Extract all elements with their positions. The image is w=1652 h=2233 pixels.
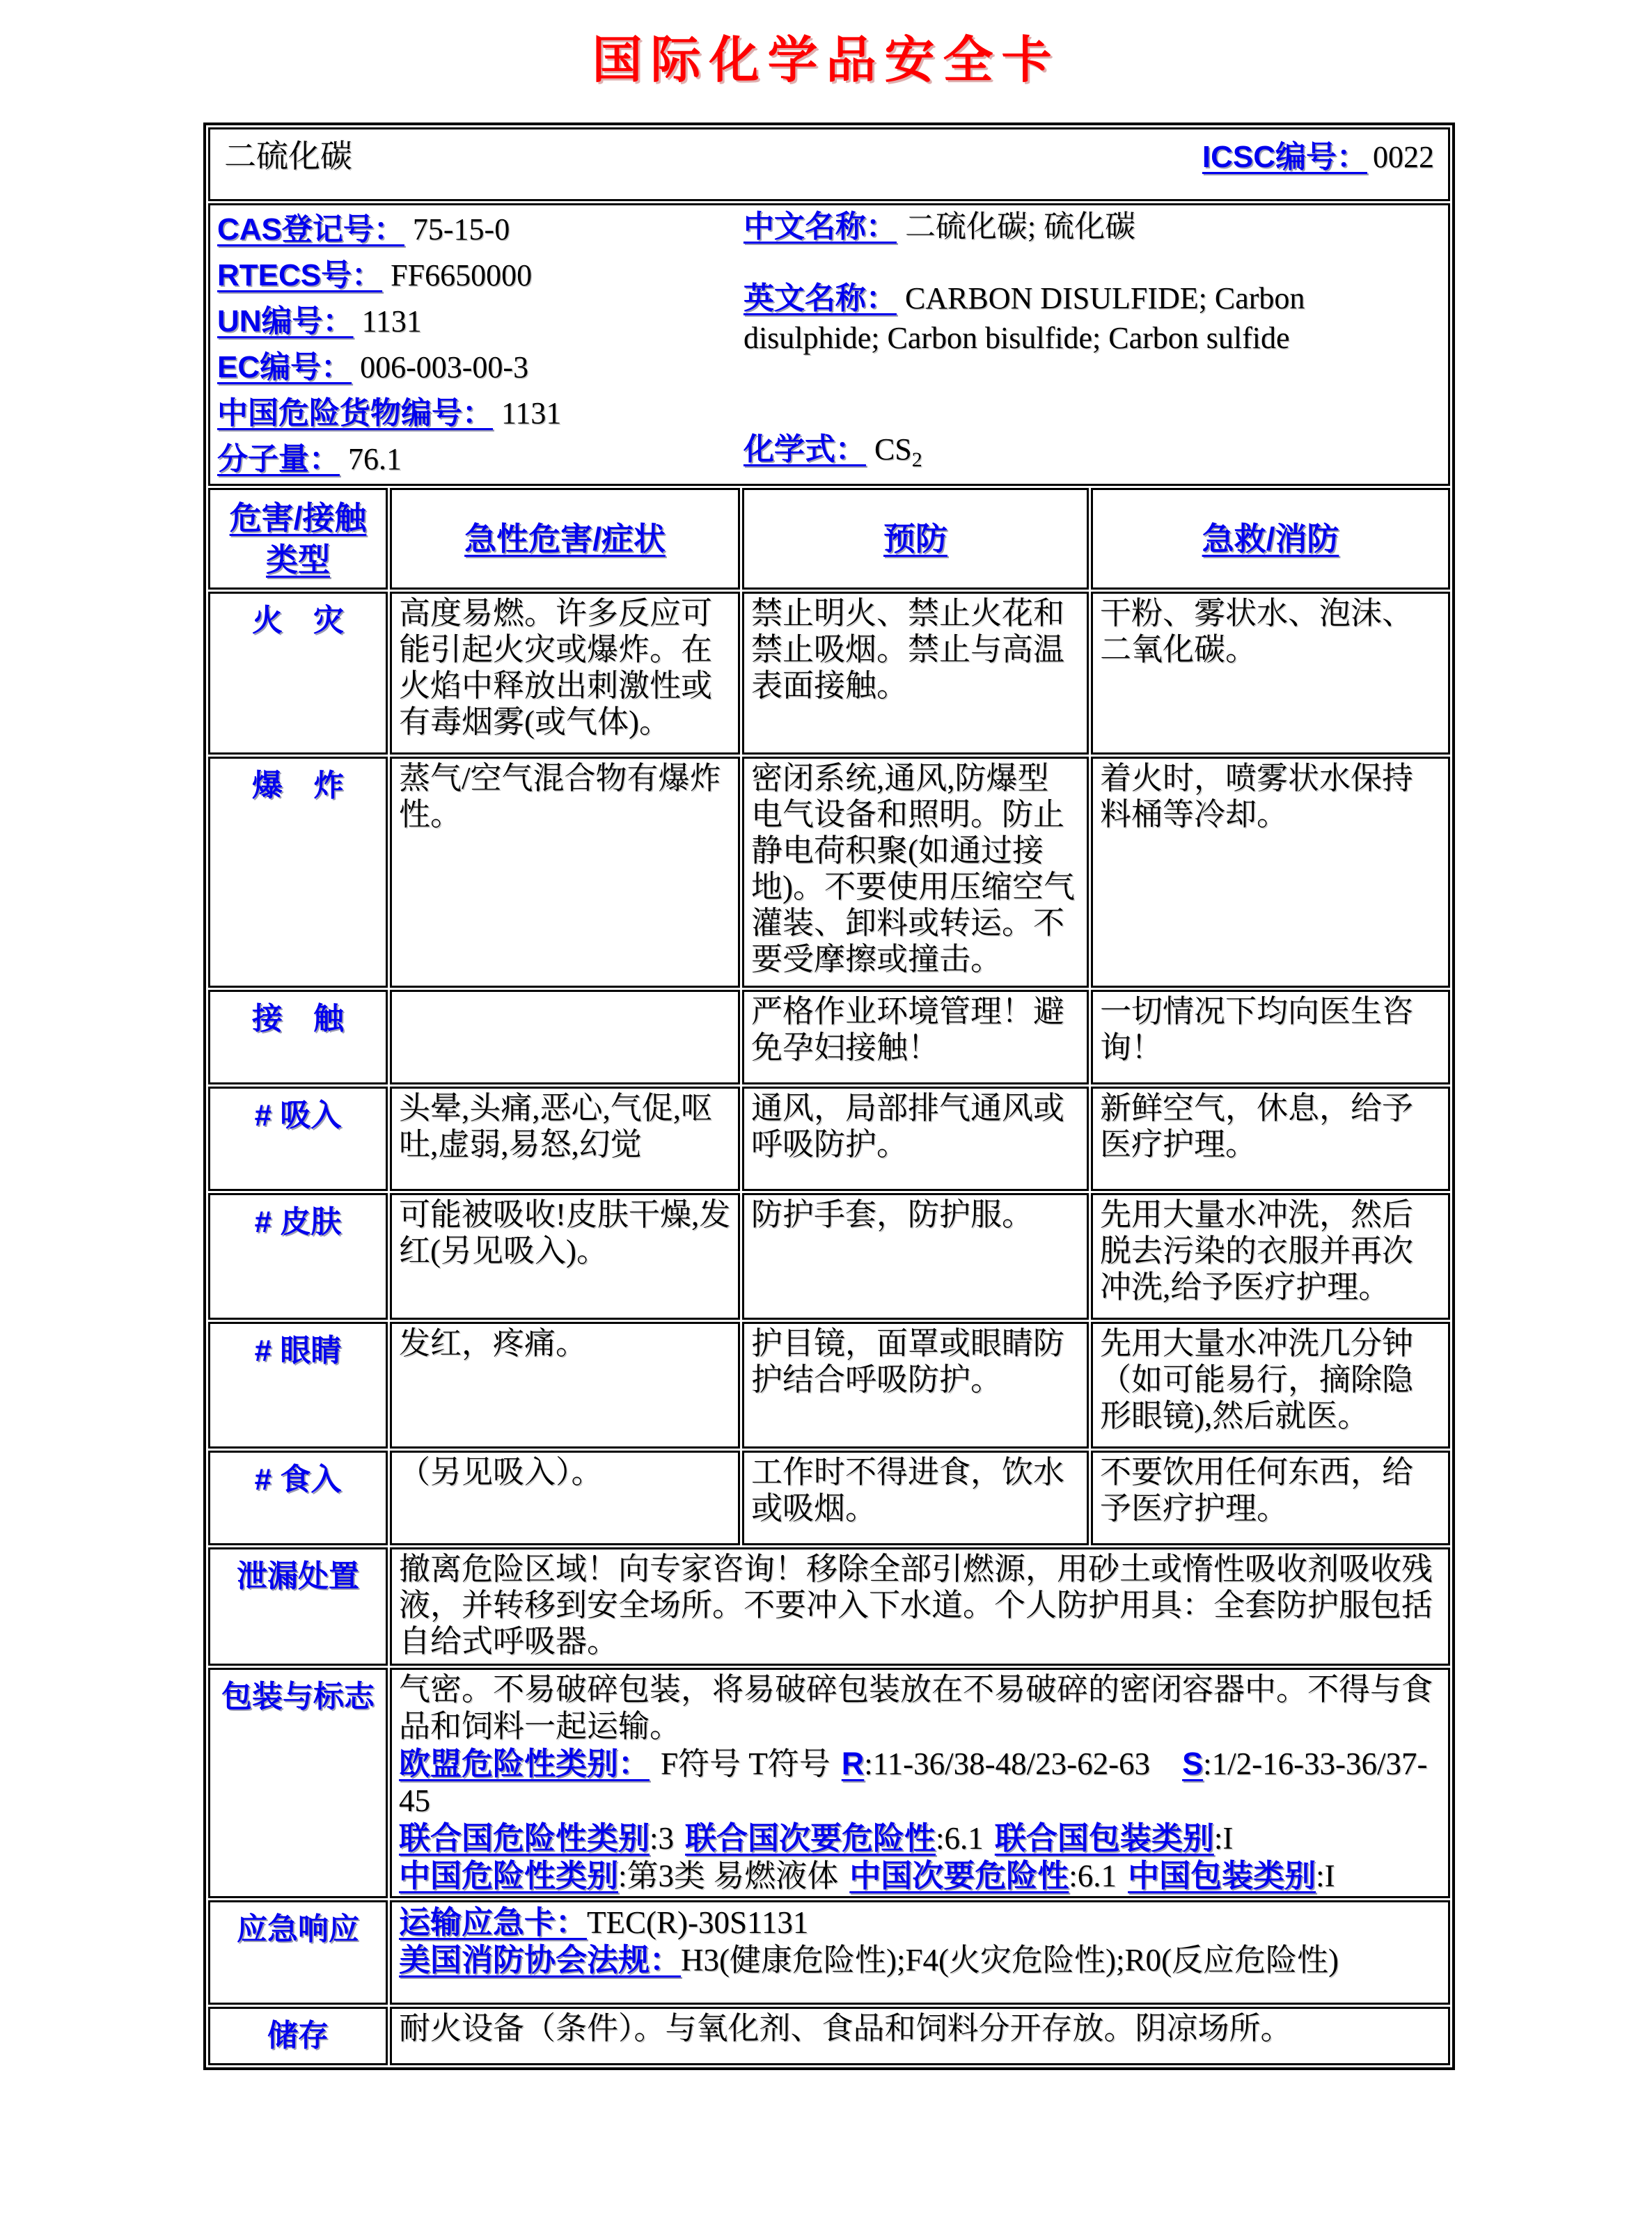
- fire-type-label: 火 灾: [208, 592, 388, 755]
- packaging-intro-line: [399, 1671, 1441, 1745]
- packaging-labelling-row: [208, 1668, 1450, 1898]
- r-phrases-label[interactable]: R: [841, 1746, 865, 1781]
- hazard-row-explosion: [208, 757, 1450, 988]
- ec-label[interactable]: EC编号：: [217, 350, 352, 384]
- chinese-name-label[interactable]: 中文名称：: [743, 210, 897, 244]
- inhalation-response-cell: 新鲜空气，休息，给予医疗护理。: [1091, 1087, 1450, 1191]
- icsc-number-field: [1202, 132, 1434, 176]
- page-title: 国际化学品安全卡: [592, 33, 1060, 88]
- identifiers-row: [208, 203, 1450, 486]
- eyes-prevention-cell: 护目镜，面罩或眼睛防护结合呼吸防护。: [742, 1322, 1089, 1449]
- icsc-number-value: 0022: [1373, 140, 1434, 174]
- rtecs-number-line: [217, 253, 744, 299]
- skin-response-cell: 先用大量水冲洗，然后脱去污染的衣服并再次冲洗,给予医疗护理。: [1091, 1193, 1450, 1320]
- inhalation-type-label: # 吸入: [208, 1087, 388, 1191]
- formula-subscript: 2: [911, 448, 922, 471]
- molecular-weight-value: 76.1: [348, 442, 402, 476]
- chemical-formula-label[interactable]: 化学式：: [743, 432, 866, 467]
- storage-row: [208, 2007, 1450, 2065]
- un-packing-group-label[interactable]: 联合国包装类别: [994, 1820, 1214, 1856]
- ec-value: 006-003-00-3: [360, 350, 529, 384]
- chemical-formula-value: $CS_2$: [874, 432, 922, 471]
- china-subsidiary-risk-value: :6.1: [1069, 1859, 1117, 1893]
- eyes-type-label: # 眼睛: [208, 1322, 388, 1449]
- chemical-name: 二硫化碳: [224, 139, 352, 174]
- header-first-aid-firefighting[interactable]: 急救/消防: [1091, 488, 1450, 590]
- packaging-intro-text: 气密。不易破碎包装，将易破碎包装放在不易破碎的密闭容器中。不得与食品和饲料一起运输。: [399, 1672, 1433, 1744]
- identifiers-cell: [208, 203, 1450, 486]
- molecular-weight-line: [217, 436, 744, 482]
- rtecs-label[interactable]: RTECS号：: [217, 258, 383, 292]
- china-dg-number-line: [217, 390, 744, 436]
- explosion-prevention-cell: 密闭系统,通风,防爆型电气设备和照明。防止静电荷积聚(如通过接地)。不要使用压缩空气灌装、卸料或转运。不要受摩擦或撞击。: [742, 757, 1089, 988]
- fire-prevention-cell: 禁止明火、禁止火花和禁止吸烟。禁止与高温表面接触。: [742, 592, 1089, 755]
- eu-hazard-symbols: F符号 T符号: [661, 1746, 831, 1781]
- english-name-line: [744, 278, 1441, 358]
- english-name-label[interactable]: 英文名称：: [743, 281, 897, 315]
- emergency-type-label: 应急响应: [208, 1900, 388, 2005]
- card-header-row: [208, 127, 1450, 201]
- contact-response-cell: 一切情况下均向医生咨询！: [1091, 990, 1450, 1084]
- card-header-cell: [208, 127, 1450, 201]
- hazard-row-eyes: [208, 1322, 1450, 1449]
- icsc-number-label[interactable]: ICSC编号：: [1202, 140, 1367, 174]
- contact-symptoms-cell: [390, 990, 740, 1084]
- hazard-row-ingestion: [208, 1451, 1450, 1545]
- chinese-name-value: 二硫化碳; 硫化碳: [904, 210, 1136, 244]
- transport-emergency-card-value: TEC(R)-30S1131: [587, 1905, 809, 1940]
- eu-hazard-class-line: [399, 1745, 1441, 1820]
- header-hazard-type-line2: 类型: [266, 542, 330, 578]
- skin-type-label: # 皮肤: [208, 1193, 388, 1320]
- ingestion-response-cell: 不要饮用任何东西，给予医疗护理。: [1091, 1451, 1450, 1545]
- fire-response-cell: 干粉、雾状水、泡沫、二氧化碳。: [1091, 592, 1450, 755]
- un-classification-line: [399, 1820, 1441, 1857]
- fire-symptoms-cell: 高度易燃。许多反应可能引起火灾或爆炸。在火焰中释放出刺激性或有毒烟雾(或气体)。: [390, 592, 740, 755]
- cas-value: 75-15-0: [412, 212, 510, 246]
- china-subsidiary-risk-label[interactable]: 中国次要危险性: [849, 1858, 1069, 1893]
- packaging-text-cell: [390, 1668, 1450, 1898]
- cas-number-line: [217, 207, 744, 253]
- hazard-table-header-row: [208, 488, 1450, 590]
- contact-type-label: 接 触: [208, 990, 388, 1084]
- un-value: 1131: [361, 304, 422, 338]
- explosion-type-label: 爆 炸: [208, 757, 388, 988]
- chemical-formula-line: [744, 429, 1441, 482]
- ec-number-line: [217, 345, 744, 390]
- un-hazard-class-label[interactable]: 联合国危险性类别: [399, 1820, 650, 1856]
- explosion-symptoms-cell: 蒸气/空气混合物有爆炸性。: [390, 757, 740, 988]
- header-hazard-type[interactable]: [208, 488, 388, 590]
- contact-prevention-cell: 严格作业环境管理！避免孕妇接触！: [742, 990, 1089, 1084]
- name-list: [744, 207, 1441, 482]
- china-classification-line: [399, 1857, 1441, 1895]
- ingestion-prevention-cell: 工作时不得进食，饮水或吸烟。: [742, 1451, 1089, 1545]
- emergency-response-row: [208, 1900, 1450, 2005]
- un-number-line: [217, 299, 744, 345]
- un-subsidiary-risk-label[interactable]: 联合国次要危险性: [685, 1820, 936, 1856]
- china-hazard-class-value: :第3类 易燃液体: [618, 1859, 839, 1893]
- spill-disposal-type-label: 泄漏处置: [208, 1547, 388, 1666]
- spill-disposal-row: [208, 1547, 1450, 1666]
- un-hazard-class-value: :3: [650, 1821, 675, 1856]
- china-packing-group-value: :I: [1316, 1859, 1335, 1893]
- eu-hazard-class-label[interactable]: 欧盟危险性类别：: [399, 1746, 650, 1781]
- hazard-row-inhalation: [208, 1087, 1450, 1191]
- header-acute-symptoms[interactable]: 急性危害/症状: [390, 488, 740, 590]
- cas-label[interactable]: CAS登记号：: [217, 212, 404, 246]
- s-phrases-label[interactable]: S: [1182, 1746, 1204, 1781]
- china-dg-value: 1131: [501, 396, 562, 430]
- skin-symptoms-cell: 可能被吸收!皮肤干燥,发红(另见吸入)。: [390, 1193, 740, 1320]
- ingestion-symptoms-cell: （另见吸入）。: [390, 1451, 740, 1545]
- un-label[interactable]: UN编号：: [217, 304, 354, 338]
- emergency-text-cell: [390, 1900, 1450, 2005]
- eyes-symptoms-cell: 发红，疼痛。: [390, 1322, 740, 1449]
- header-hazard-type-line1: 危害/接触: [229, 500, 367, 536]
- chinese-name-line: [744, 207, 1441, 246]
- un-packing-group-value: :I: [1213, 1821, 1234, 1856]
- transport-emergency-card-label[interactable]: 运输应急卡：: [399, 1904, 588, 1940]
- hazard-row-fire: [208, 592, 1450, 755]
- identifier-list: [217, 207, 744, 482]
- eyes-response-cell: 先用大量水冲洗几分钟（如可能易行，摘除隐形眼镜),然后就医。: [1091, 1322, 1450, 1449]
- hazard-row-skin: [208, 1193, 1450, 1320]
- explosion-response-cell: 着火时，喷雾状水保持料桶等冷却。: [1091, 757, 1450, 988]
- un-subsidiary-risk-value: :6.1: [936, 1821, 984, 1856]
- molecular-weight-label[interactable]: 分子量：: [217, 442, 340, 476]
- storage-text-cell: 耐火设备（条件）。与氧化剂、食品和饲料分开存放。阴凉场所。: [390, 2007, 1450, 2065]
- hazard-row-contact: [208, 990, 1450, 1084]
- english-name-value: CARBON DISULFIDE; Carbon disulphide; Carbon bisulfide; Carbon sulfide: [743, 281, 1305, 355]
- storage-type-label: 储存: [208, 2007, 388, 2065]
- ingestion-type-label: # 食入: [208, 1451, 388, 1545]
- s-phrases-value: :1/2-16-33-36/37-45: [399, 1746, 1428, 1818]
- skin-prevention-cell: 防护手套，防护服。: [742, 1193, 1089, 1320]
- china-dg-label[interactable]: 中国危险货物编号：: [217, 396, 493, 430]
- transport-emergency-card-line: [399, 1904, 1441, 1941]
- r-phrases-value: :11-36/38-48/23-62-63: [864, 1746, 1151, 1781]
- rtecs-value: FF6650000: [391, 258, 533, 292]
- nfpa-code-label[interactable]: 美国消防协会法规：: [399, 1942, 682, 1978]
- spill-disposal-text-cell: 撤离危险区域！向专家咨询！移除全部引燃源，用砂土或惰性吸收剂吸收残液，并转移到安全场所。不要冲入下水道。个人防护用具：全套防护服包括自给式呼吸器。: [390, 1547, 1450, 1666]
- inhalation-symptoms-cell: 头晕,头痛,恶心,气促,呕吐,虚弱,易怒,幻觉: [390, 1087, 740, 1191]
- icsc-card-table: [203, 123, 1455, 2070]
- nfpa-code-line: [399, 1941, 1441, 1979]
- china-packing-group-label[interactable]: 中国包装类别: [1128, 1858, 1316, 1893]
- packaging-type-label: 包装与标志: [208, 1668, 388, 1898]
- china-hazard-class-label[interactable]: 中国危险性类别: [399, 1858, 619, 1893]
- inhalation-prevention-cell: 通风，局部排气通风或呼吸防护。: [742, 1087, 1089, 1191]
- header-prevention[interactable]: 预防: [742, 488, 1089, 590]
- nfpa-code-value: H3(健康危险性);F4(火灾危险性);R0(反应危险性): [681, 1943, 1339, 1978]
